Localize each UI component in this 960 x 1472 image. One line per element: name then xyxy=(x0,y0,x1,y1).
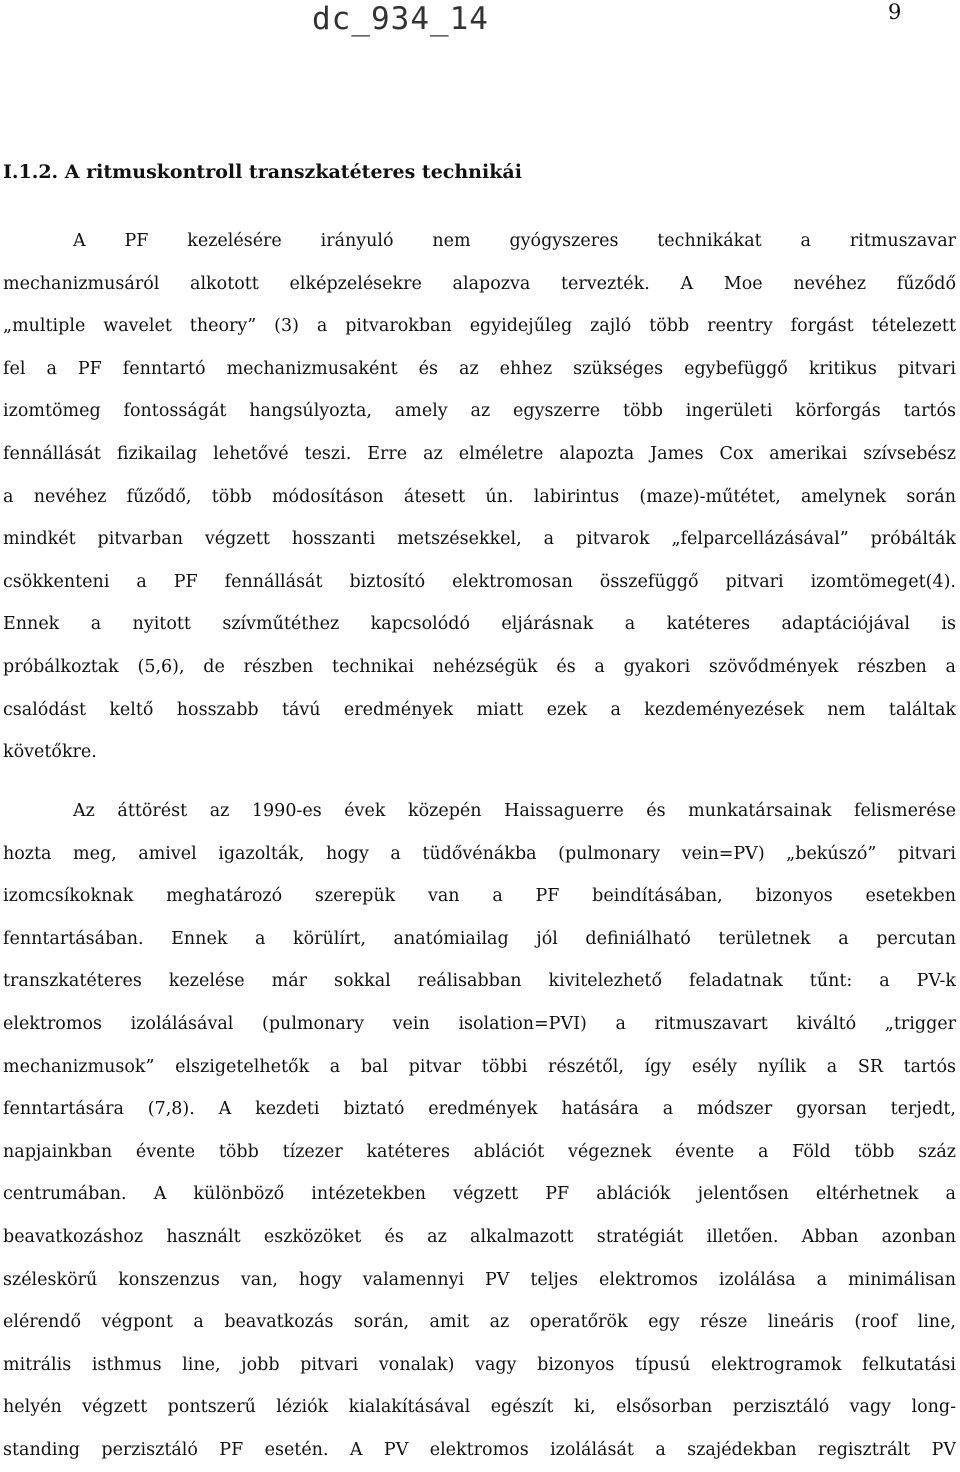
page-number: 9 xyxy=(888,0,902,24)
paragraph-line: próbálkoztak (5,6), de részben technikai nehézségük és a gyakori szövődmények részben a xyxy=(3,656,956,677)
paragraph-line: transzkatéteres kezelése már sokkal reálisabban kivitelezhető feladatnak tűnt: a PV-k xyxy=(3,971,956,992)
paragraph-line: helyén végzett pontszerű léziók kialakításával egészít ki, elsősorban perzisztáló vagy long- xyxy=(3,1397,956,1418)
paragraph-1 xyxy=(3,220,956,774)
paragraph-line: csalódást keltő hosszabb távú eredmények miatt ezek a kezdeményezések nem találtak xyxy=(3,699,956,720)
paragraph-line: beavatkozáshoz használt eszközöket és az alkalmazott stratégiát illetően. Abban azonban xyxy=(3,1226,956,1247)
paragraph-line: mitrális isthmus line, jobb pitvari vonalak) vagy bizonyos típusú elektrogramok felkutatási xyxy=(3,1354,956,1375)
paragraph-line: fenntartásában. Ennek a körülírt, anatómiailag jól definiálható területnek a percutan xyxy=(3,928,956,949)
paragraph-line: fel a PF fenntartó mechanizmusaként és az ehhez szükséges egybefüggő kritikus pitvari xyxy=(3,358,956,379)
paragraph-line: Az áttörést az 1990-es évek közepén Haissaguerre és munkatársainak felismerése xyxy=(73,801,956,821)
paragraph-line: mechanizmusáról alkotott elképzelésekre alapozva tervezték. A Moe nevéhez fűződő xyxy=(3,273,956,294)
document-id: dc_934_14 xyxy=(312,1,489,37)
paragraph-line: hozta meg, amivel igazolták, hogy a tüdővénákba (pulmonary vein=PV) „bekúszó” pitvari xyxy=(3,843,956,864)
paragraph-line: „multiple wavelet theory” (3) a pitvarokban egyidejűleg zajló több reentry forgást tételezett xyxy=(3,316,956,337)
paragraph-line: mindkét pitvarban végzett hosszanti metszésekkel, a pitvarok „felparcellázásával” próbálták xyxy=(3,529,956,550)
section-heading: I.1.2. A ritmuskontroll transzkatéteres technikái xyxy=(3,161,522,183)
paragraph-line: A PF kezelésére irányuló nem gyógyszeres technikákat a ritmuszavar xyxy=(73,231,956,251)
paragraph-line: standing perzisztáló PF esetén. A PV elektromos izolálását a szajédekban regisztrált PV xyxy=(3,1439,956,1460)
paragraph-line: a nevéhez fűződő, több módosításon átesett ún. labirintus (maze)-műtétet, amelynek során xyxy=(3,486,956,507)
paragraph-line: mechanizmusok” elszigetelhetők a bal pitvar többi részétől, így esély nyílik a SR tartós xyxy=(3,1056,956,1077)
paragraph-line: centrumában. A különböző intézetekben végzett PF ablációk jelentősen eltérhetnek a xyxy=(3,1184,956,1205)
paragraph-line: Ennek a nyitott szívműtéthez kapcsolódó eljárásnak a katéteres adaptációjával is xyxy=(3,614,956,635)
paragraph-line: követőkre. xyxy=(3,742,97,763)
paragraph-line: fennállását fizikailag lehetővé teszi. Erre az elméletre alapozta James Cox amerikai szívsebész xyxy=(3,443,956,464)
paragraph-line: széleskörű konszenzus van, hogy valamennyi PV teljes elektromos izolálása a minimálisan xyxy=(3,1269,956,1290)
paragraph-line: napjainkban évente több tízezer katéteres ablációt végeznek évente a Föld több száz xyxy=(3,1141,956,1162)
paragraph-line: elérendő végpont a beavatkozás során, amit az operatőrök egy része lineáris (roof line, xyxy=(3,1312,956,1333)
paragraph-line: fenntartására (7,8). A kezdeti biztató eredmények hatására a módszer gyorsan terjedt, xyxy=(3,1099,956,1120)
paragraph-line: csökkenteni a PF fennállását biztosító elektromosan összefüggő pitvari izomtömeget(4). xyxy=(3,571,956,592)
paragraph-line: izomcsíkoknak meghatározó szerepük van a PF beindításában, bizonyos esetekben xyxy=(3,886,956,907)
paragraph-2 xyxy=(3,790,956,1472)
paragraph-line: izomtömeg fontosságát hangsúlyozta, amely az egyszerre több ingerületi körforgás tartós xyxy=(3,401,956,422)
paragraph-line: elektromos izolálásával (pulmonary vein isolation=PVI) a ritmuszavart kiváltó „trigger xyxy=(3,1013,956,1034)
